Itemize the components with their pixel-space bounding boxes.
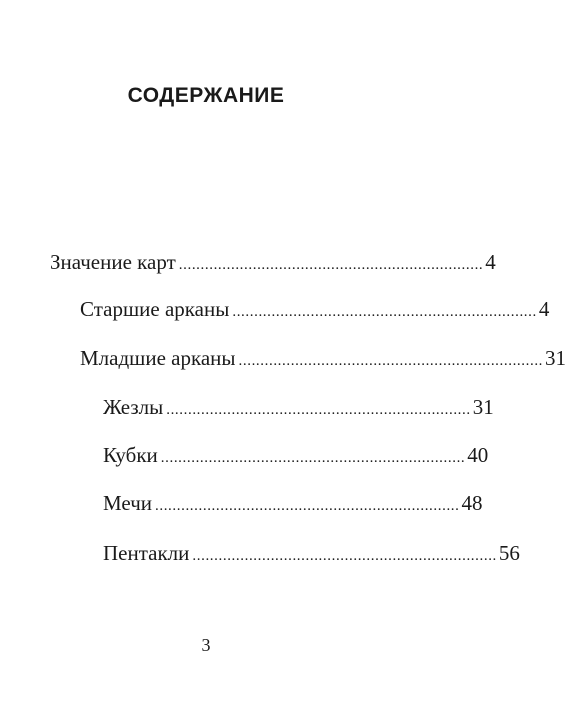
toc-entry-page: 56	[498, 541, 520, 565]
toc-entry-page: 31	[472, 395, 494, 419]
page-number: 3	[201, 635, 211, 655]
toc-entry-meaning-of-cards	[50, 250, 496, 274]
toc-entry-label: Мечи	[103, 491, 152, 515]
toc-entry-page: 4	[485, 250, 496, 274]
toc-entry-page: 4	[538, 297, 550, 321]
toc-entry-label: Пентакли	[103, 541, 190, 565]
toc-leader-dots: ......................................................................	[166, 402, 471, 418]
toc-entry-page: 48	[461, 491, 483, 515]
toc-entry-label: Значение карт	[50, 250, 176, 274]
toc-entry-page: 31	[545, 346, 566, 370]
toc-leader-dots: ......................................................................	[238, 353, 544, 369]
toc-leader-dots: ......................................................................	[178, 257, 484, 273]
page-title: СОДЕРЖАНИЕ	[127, 84, 285, 107]
toc-entry-swords	[103, 491, 483, 515]
toc-entry-label: Жезлы	[103, 395, 164, 419]
toc-entry-label: Кубки	[103, 443, 158, 467]
toc-entry-cups	[103, 443, 489, 467]
toc-entry-wands	[103, 395, 494, 419]
toc-leader-dots: ......................................................................	[155, 498, 460, 514]
toc-entry-minor-arcana	[80, 346, 566, 370]
toc-entry-label: Младшие арканы	[80, 346, 236, 370]
toc-entry-major-arcana	[80, 297, 550, 321]
toc-leader-dots: ......................................................................	[192, 548, 497, 564]
toc-leader-dots: ......................................................................	[232, 304, 537, 320]
toc-entry-pentacles	[103, 541, 520, 565]
toc-leader-dots: ......................................................................	[160, 450, 466, 466]
toc-entry-label: Старшие арканы	[80, 297, 230, 321]
toc-entry-page: 40	[467, 443, 489, 467]
